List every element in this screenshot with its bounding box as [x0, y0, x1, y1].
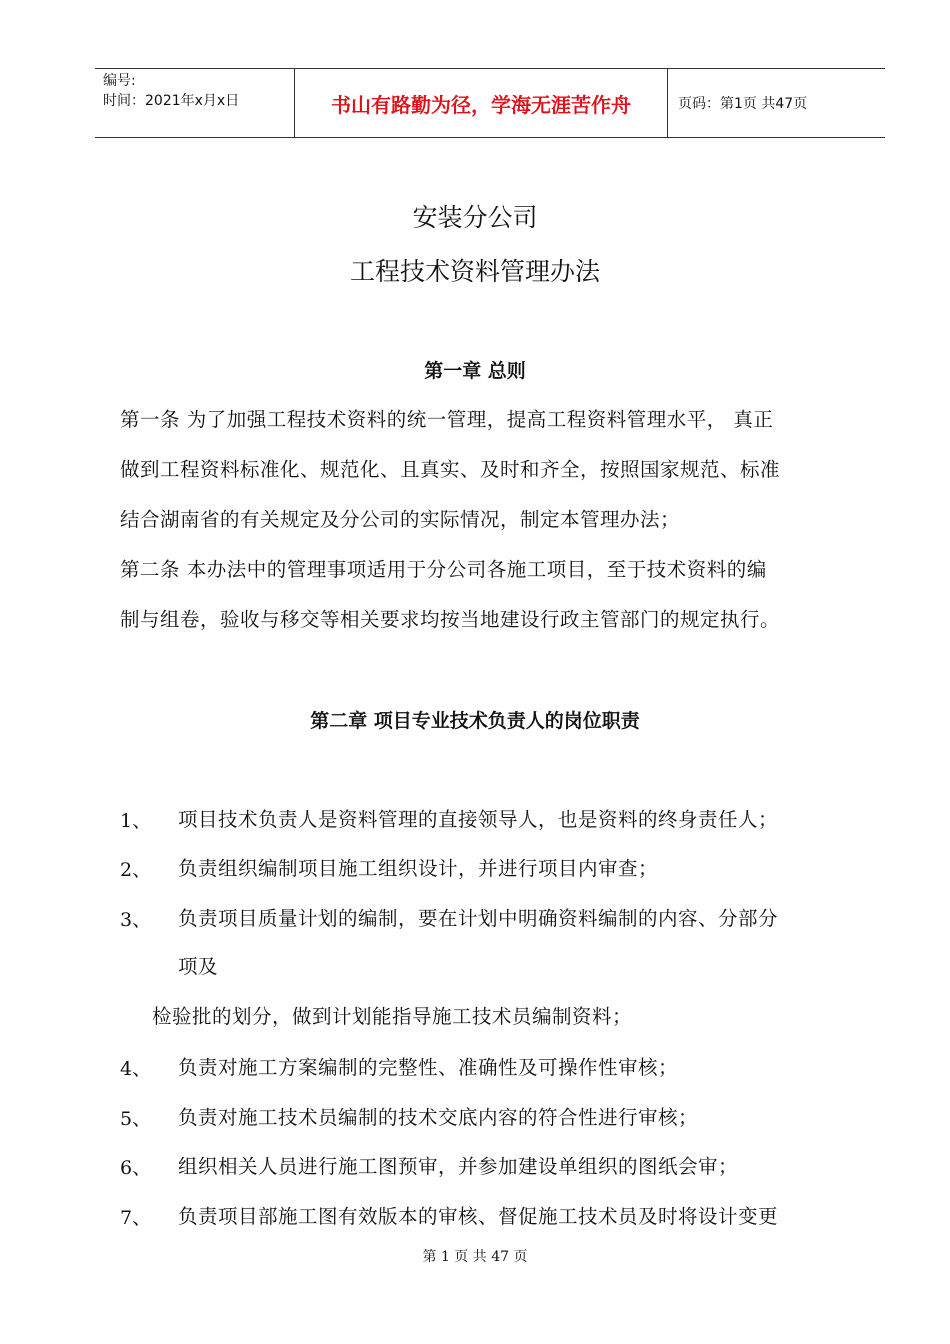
list-item-number: 1、 [120, 810, 152, 832]
list-item-text: 负责项目质量计划的编制，要在计划中明确资料编制的内容、分部分 [178, 907, 779, 930]
chapter2-heading: 第二章 项目专业技术负责人的岗位职责 [310, 710, 640, 732]
list-item-number: 7、 [120, 1207, 152, 1229]
list-item-text: 组织相关人员进行施工图预审，并参加建设单组织的图纸会审； [178, 1155, 739, 1178]
article2-line: 第二条 本办法中的管理事项适用于分公司各施工项目，至于技术资料的编 [120, 558, 767, 581]
page-label: 页码：第1页 共47页 [678, 96, 808, 112]
page-footer: 第 1 页 共 47 页 [422, 1249, 528, 1265]
list-item-continuation: 项及 [178, 955, 219, 978]
article1-line: 做到工程资料标准化、规范化、且真实、及时和齐全，按照国家规范、标准 [120, 458, 781, 481]
list-item-text: 负责项目部施工图有效版本的审核、督促施工技术员及时将设计变更 [178, 1205, 779, 1228]
list-item-number: 4、 [120, 1058, 152, 1080]
list-item-number: 5、 [120, 1108, 152, 1130]
list-item-number: 3、 [120, 909, 152, 931]
header-info-cell [95, 69, 295, 137]
list-item-continuation: 检验批的划分，做到计划能指导施工技术员编制资料； [152, 1005, 633, 1028]
article2-line: 制与组卷，验收与移交等相关要求均按当地建设行政主管部门的规定执行。 [120, 608, 781, 631]
article1-line: 第一条 为了加强工程技术资料的统一管理，提高工程资料管理水平， 真正 [120, 408, 774, 431]
list-item-number: 2、 [120, 859, 152, 881]
list-item-text: 负责对施工技术员编制的技术交底内容的符合性进行审核； [178, 1106, 699, 1129]
list-item-text: 负责组织编制项目施工组织设计，并进行项目内审查； [178, 857, 659, 880]
document-title-line2: 工程技术资料管理办法 [349, 257, 600, 286]
list-item-text: 项目技术负责人是资料管理的直接领导人，也是资料的终身责任人； [178, 808, 779, 831]
article1-line: 结合湖南省的有关规定及分公司的实际情况，制定本管理办法； [120, 508, 681, 531]
motto: 书山有路勤为径，学海无涯苦作舟 [295, 69, 668, 137]
header-table [95, 68, 885, 138]
chapter1-heading: 第一章 总则 [424, 360, 526, 382]
list-item-number: 6、 [120, 1157, 152, 1179]
list-item-text: 负责对施工方案编制的完整性、准确性及可操作性审核； [178, 1056, 679, 1079]
document-title-line1: 安装分公司 [412, 203, 538, 232]
serial-label: 编号: [103, 73, 136, 89]
time-label: 时间：2021年x月x日 [103, 93, 240, 109]
